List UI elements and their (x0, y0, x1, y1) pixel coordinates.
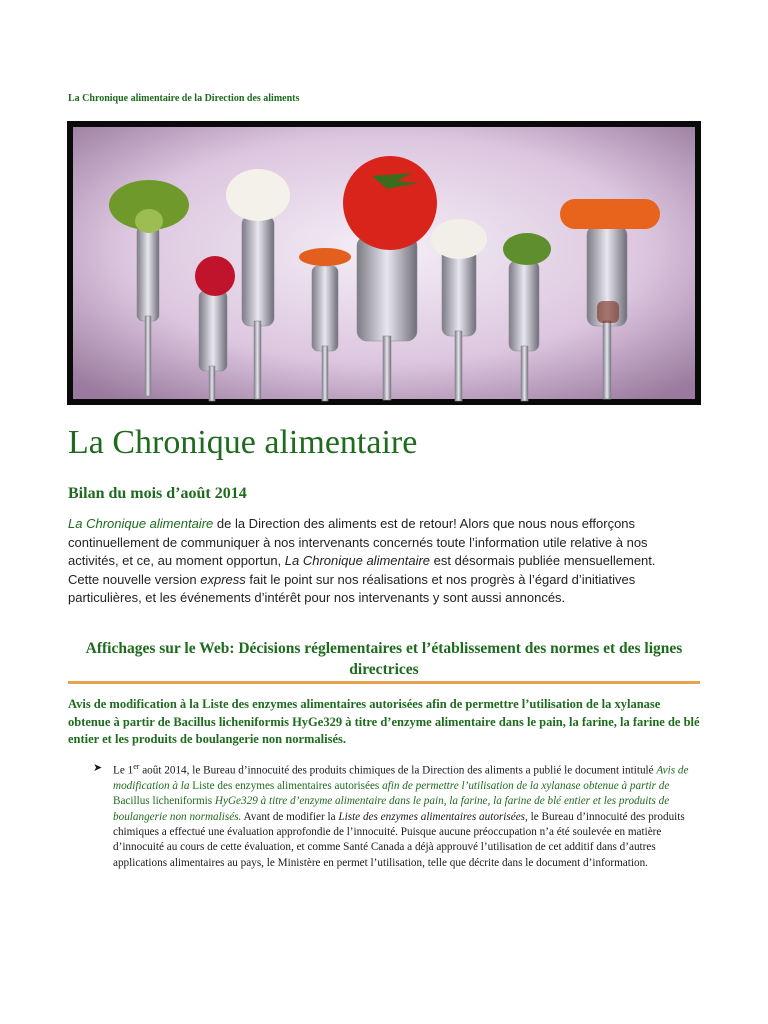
bullet-i1: Liste des enzymes alimentaires autorisées, (338, 810, 528, 823)
bullet-g1: Avis de modification à la (113, 764, 689, 793)
arrow-bullet-icon: ➤ (93, 762, 103, 774)
notice-title: Avis de modification à la Liste des enzymes alimentaires autorisées afin de permettre l’utilisation de la xylanase obtenue à partir de Bacillus licheniformis HyGe329 à titre d’enzyme alimentaire dans le pain, la farine, la farine de blé entier et les produits de boulangerie non normalisés. (68, 697, 700, 746)
bullet-g4: Bacillus licheniformis (113, 795, 215, 808)
bullet-a2: août 2014, le Bureau d’innocuité des produits chimiques de la Direction des aliments a publié le document intitulé (139, 764, 657, 777)
intro-lead: La Chronique alimentaire (68, 516, 214, 531)
bullet-g2: Liste des enzymes alimentaires autorisées (189, 780, 383, 793)
bullet-a1: Le 1 (113, 764, 134, 777)
bullet-g3: afin de permettre l’utilisation de la xylanase obtenue à partir de (382, 780, 670, 793)
intro-italic2: La Chronique alimentaire (284, 553, 431, 568)
vegetables-on-forks-image (67, 121, 701, 405)
intro-part1: de la Direction des aliments est de retour! Alors que nous nous efforçons continuellement de communiquer à nos intervenants concernés toute l’information utile relative à nos activités, et ce, au moment opportun, (68, 516, 648, 568)
bullet-a4: le Bureau d’innocuité des produits chimiques a effectué une évaluation approfondie de l’innocuité. Puisque aucune préoccupation n’a été soulevée en matière d’innocuité au cours de cette évaluation, et comme Santé Canada a déjà approuvé l’utilisation de cet additif dans d’autres applications alimentaires au pays, le Ministère en permet l’utilisation, telle que décrite dans le document d’information. (113, 810, 685, 869)
intro-part3: fait le point sur nos réalisations et nos progrès à l’égard d’initiatives particulières, et les événements d’intérêt pour nos intervenants y sont aussi annoncés. (68, 571, 636, 605)
page-title: La Chronique alimentaire (68, 424, 418, 461)
bullet-paragraph (113, 759, 705, 871)
section-divider (68, 681, 700, 684)
intro-part2: est désormais publiée mensuellement. Cette nouvelle version (68, 553, 656, 587)
intro-paragraph (68, 515, 688, 608)
bullet-sup: er (133, 762, 140, 771)
page-subtitle: Bilan du mois d’août 2014 (68, 485, 247, 502)
banner-image (67, 121, 701, 405)
running-header: La Chronique alimentaire de la Direction des aliments (68, 93, 300, 104)
bullet-g5: HyGe329 à titre d’enzyme alimentaire dans le pain, la farine, la farine de blé entier et les produits de boulangerie non normalisés. (113, 795, 670, 823)
intro-italic3: express (200, 571, 246, 587)
bullet-a3: Avant de modifier la (241, 810, 339, 823)
section-heading: Affichages sur le Web: Décisions réglementaires et l’établissement des normes et des lignes directrices (85, 640, 683, 678)
